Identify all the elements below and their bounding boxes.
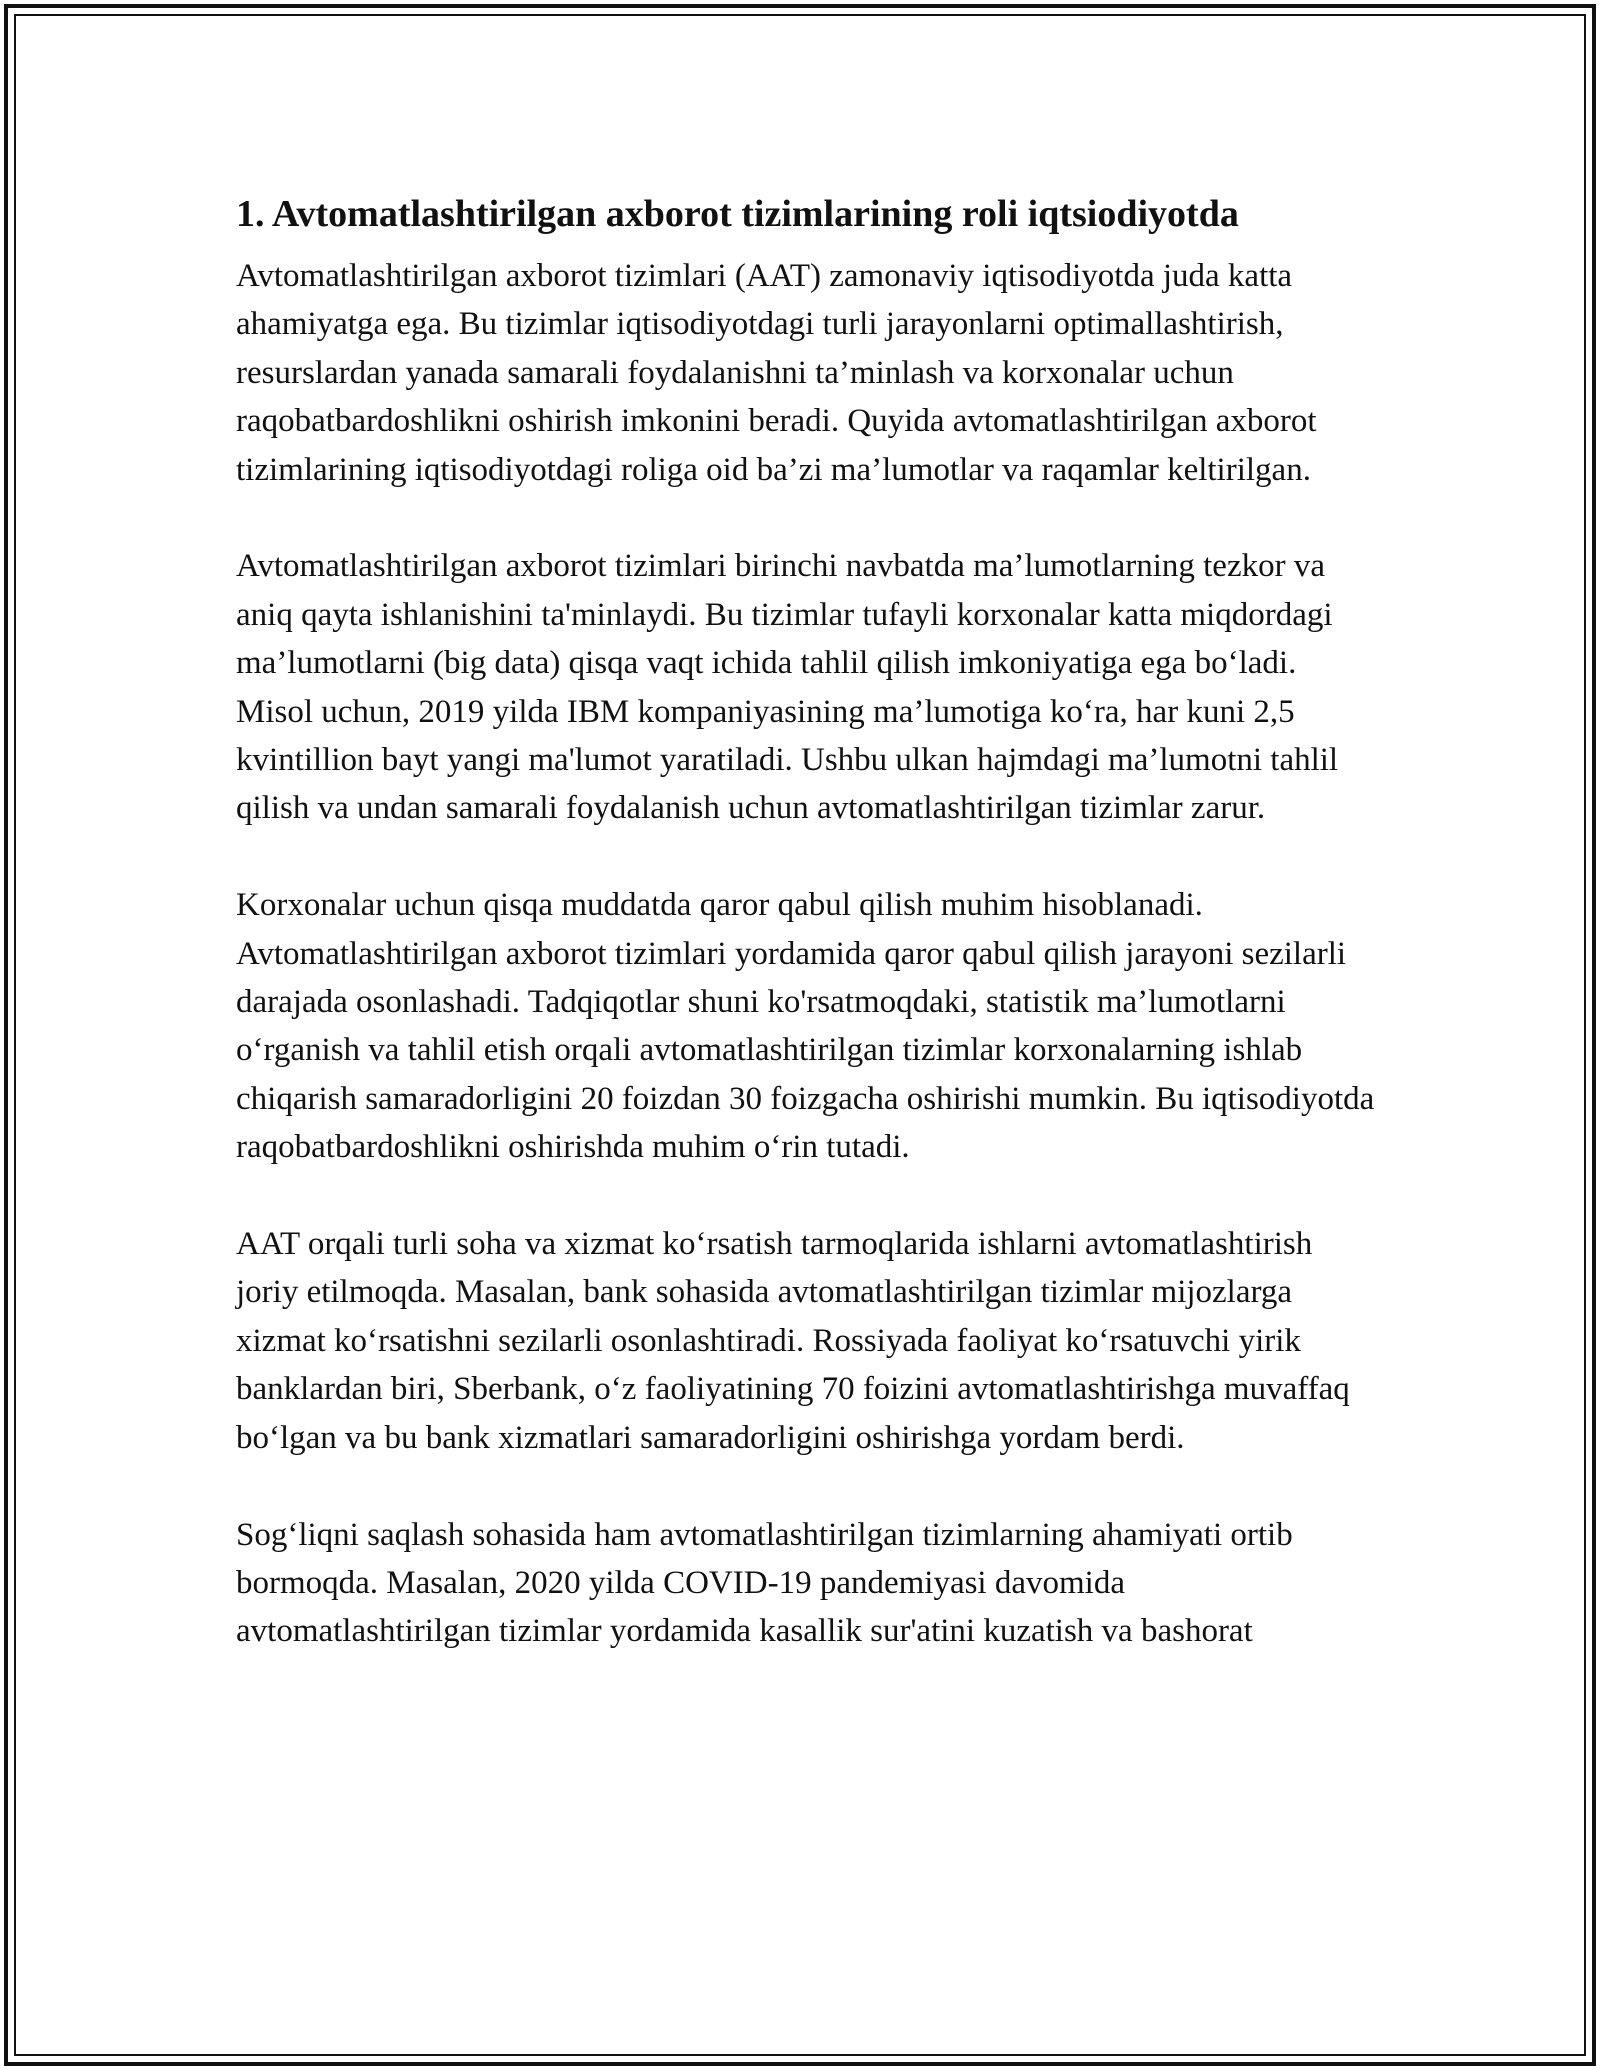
- document-body: [236, 188, 1376, 1704]
- section-heading: 1. Avtomatlashtirilgan axborot tizimlarining roli iqtsiodiyotda: [236, 193, 1239, 235]
- paragraph-healthcare: Sog‘liqni saqlash sohasida ham avtomatlashtirilgan tizimlarning ahamiyati ortib bormoqda. Masalan, 2020 yilda COVID-19 pandemiyasi davomida avtomatlashtirilgan tizimlar yordamida kasallik sur'atini kuzatish va bashorat: [236, 1516, 1293, 1650]
- paragraph-banking: AAT orqali turli soha va xizmat ko‘rsatish tarmoqlarida ishlarni avtomatlashtirish joriy etilmoqda. Masalan, bank sohasida avtomatlashtirilgan tizimlar mijozlarga xizmat ko‘rsatishni sezilarli osonlashtiradi. Rossiyada faoliyat ko‘rsatuvchi yirik banklardan biri, Sberbank, o‘z faoliyatining 70 foizini avtomatlashtirishga muvaffaq bo‘lgan va bu bank xizmatlari samaradorligini oshirishga yordam berdi.: [236, 1226, 1350, 1456]
- paragraph-data-processing: Avtomatlashtirilgan axborot tizimlari birinchi navbatda ma’lumotlarning tezkor va aniq qayta ishlanishini ta'minlaydi. Bu tizimlar tufayli korxonalar katta miqdordagi ma’lumotlarni (big data) qisqa vaqt ichida tahlil qilish imkoniyatiga ega bo‘ladi. Misol uchun, 2019 yilda IBM kompaniyasining ma’lumotiga ko‘ra, har kuni 2,5 kvintillion bayt yangi ma'lumot yaratiladi. Ushbu ulkan hajmdagi ma’lumotni tahlil qilish va undan samarali foydalanish uchun avtomatlashtirilgan tizimlar zarur.: [236, 548, 1339, 827]
- paragraph-intro: Avtomatlashtirilgan axborot tizimlari (AAT) zamonaviy iqtisodiyotda juda katta ahamiyatga ega. Bu tizimlar iqtisodiyotdagi turli jarayonlarni optimallashtirish, resurslardan yanada samarali foydalanishni ta’minlash va korxonalar uchun raqobatbardoshlikni oshirish imkonini beradi. Quyida avtomatlashtirilgan axborot tizimlarining iqtisodiyotdagi roliga oid ba’zi ma’lumotlar va raqamlar keltirilgan.: [236, 258, 1317, 488]
- paragraph-decision-making: Korxonalar uchun qisqa muddatda qaror qabul qilish muhim hisoblanadi. Avtomatlashtirilgan axborot tizimlari yordamida qaror qabul qilish jarayoni sezilarli darajada osonlashadi. Tadqiqotlar shuni ko'rsatmoqdaki, statistik ma’lumotlarni o‘rganish va tahlil etish orqali avtomatlashtirilgan tizimlar korxonalarning ishlab chiqarish samaradorligini 20 foizdan 30 foizgacha oshirishi mumkin. Bu iqtisodiyotda raqobatbardoshlikni oshirishda muhim o‘rin tutadi.: [236, 887, 1375, 1166]
